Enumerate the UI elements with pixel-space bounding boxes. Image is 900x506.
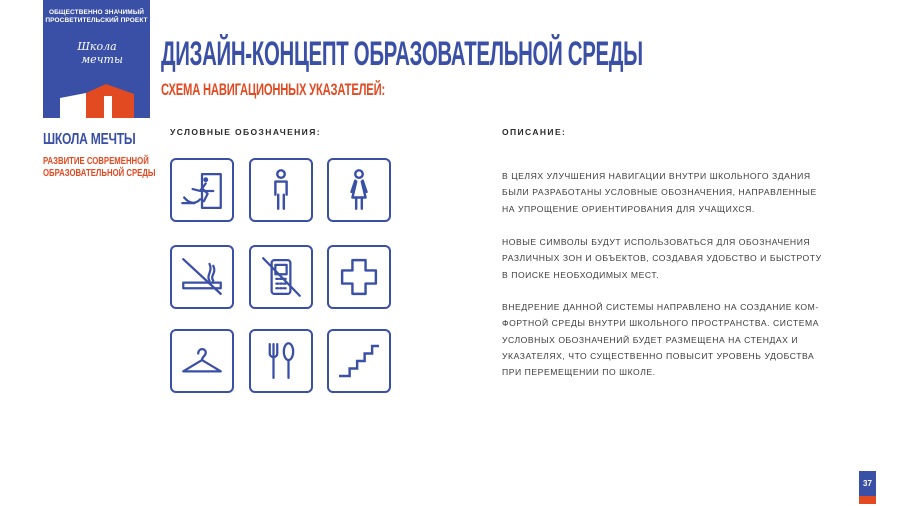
description-line: УКАЗАТЕЛЯХ, ЧТО СУЩЕСТВЕННО ПОВЫСИТ УРОВЕНЬ УДОБСТВА (502, 350, 815, 361)
no-smoking-icon (170, 245, 234, 309)
description-line: УСЛОВНЫХ ОБОЗНАЧЕНИЙ БУДЕТ РАЗМЕЩЕНА НА СТЕНДАХ И (502, 334, 799, 345)
description-line: В ЦЕЛЯХ УЛУЧШЕНИЯ НАВИГАЦИИ ВНУТРИ ШКОЛЬНОГО ЗДАНИЯ (502, 171, 811, 181)
description-line: БЫЛИ РАЗРАБОТАНЫ УСЛОВНЫЕ ОБОЗНАЧЕНИЯ, НАПРАВЛЕННЫЕ (502, 187, 817, 198)
description-line: РАЗЛИЧНЫХ ЗОН И ОБЪЕКТОВ, СОЗДАВАЯ УДОБСТВО И БЫСТРОТУ (502, 253, 822, 264)
description-line: ПРИ ПЕРЕМЕЩЕНИИ ПО ШКОЛЕ. (502, 367, 656, 378)
brand-subtitle-line: ОБРАЗОВАТЕЛЬНОЙ СРЕДЫ (43, 167, 156, 179)
page-number-badge (859, 471, 876, 504)
brand-name: ШКОЛА МЕЧТЫ (43, 131, 136, 148)
brand-subtitle-line: РАЗВИТИЕ СОВРЕМЕННОЙ (43, 155, 149, 167)
stairs-icon (327, 329, 391, 393)
page-subtitle: СХЕМА НАВИГАЦИОННЫХ УКАЗАТЕЛЕЙ: (161, 80, 385, 99)
description-heading: ОПИСАНИЕ: (502, 127, 567, 137)
medical-cross-icon (327, 245, 391, 309)
legend-heading: УСЛОВНЫЕ ОБОЗНАЧЕНИЯ: (170, 127, 321, 137)
description-line: НОВЫЕ СИМВОЛЫ БУДУТ ИСПОЛЬЗОВАТЬСЯ ДЛЯ ОБОЗНАЧЕНИЯ (502, 237, 811, 247)
exit-icon (170, 158, 234, 222)
page-number: 37 (863, 479, 872, 488)
description-paragraph-3 (502, 299, 872, 380)
logo-script-line: мечты (81, 53, 123, 66)
brand-logo-block (43, 0, 150, 118)
project-label-line: ОБЩЕСТВЕННО ЗНАЧИМЫЙ (48, 9, 145, 16)
project-label-line: ПРОСВЕТИТЕЛЬСКИЙ ПРОЕКТ (45, 17, 148, 24)
description-line: В ПОИСКЕ НЕОБХОДИМЫХ МЕСТ. (502, 269, 660, 280)
logo-script-line: Школа (77, 40, 117, 53)
description-line: НА УПРОЩЕНИЕ ОРИЕНТИРОВАНИЯ ДЛЯ УЧАЩИХСЯ. (502, 203, 755, 214)
wardrobe-hanger-icon (170, 329, 234, 393)
logo-script (57, 40, 137, 66)
page-badge-accent (859, 496, 876, 504)
project-label (43, 9, 150, 25)
description-paragraph-1 (502, 168, 872, 217)
canteen-cutlery-icon (249, 329, 313, 393)
house-logo-icon (60, 84, 134, 118)
description-paragraph-2 (502, 234, 872, 283)
female-toilet-icon (327, 158, 391, 222)
brand-subtitle (43, 155, 156, 179)
no-phone-icon (249, 245, 313, 309)
description-line: ВНЕДРЕНИЕ ДАННОЙ СИСТЕМЫ НАПРАВЛЕНО НА СОЗДАНИЕ КОМ- (502, 302, 819, 312)
male-toilet-icon (249, 158, 313, 222)
page-title: ДИЗАЙН-КОНЦЕПТ ОБРАЗОВАТЕЛЬНОЙ СРЕДЫ (161, 35, 643, 73)
description-line: ФОРТНОЙ СРЕДЫ ВНУТРИ ШКОЛЬНОГО ПРОСТРАНСТВА. СИСТЕМА (502, 318, 820, 329)
